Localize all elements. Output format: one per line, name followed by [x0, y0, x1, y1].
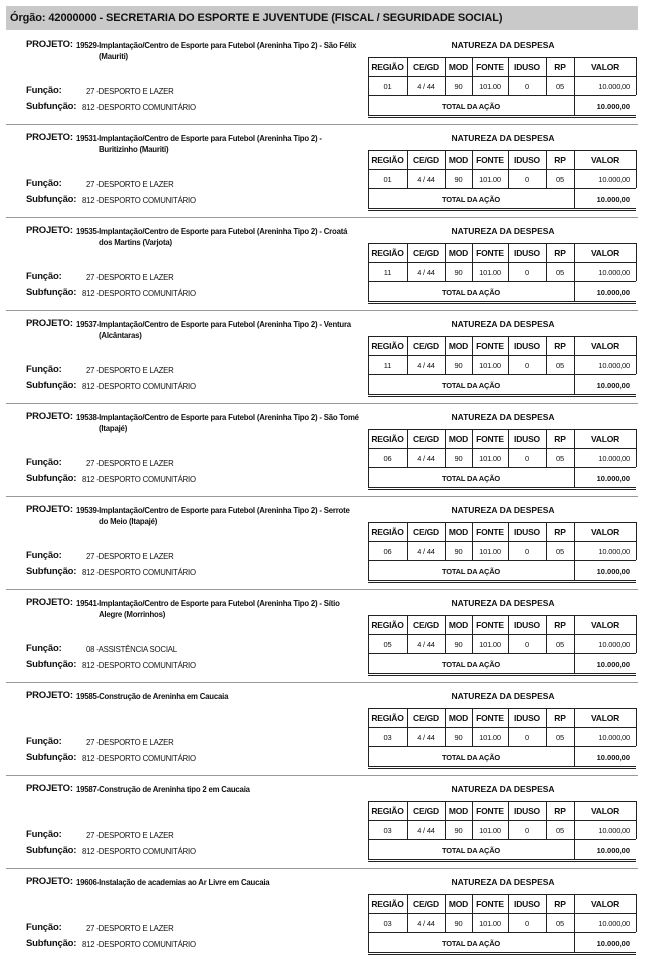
- column-header: VALOR: [590, 899, 620, 909]
- funcao-label: Função:: [26, 643, 62, 654]
- table-cell: 101.00: [479, 361, 501, 370]
- orgao-header: Órgão: 42000000 - SECRETARIA DO ESPORTE E JUVENTUDE (FISCAL / SEGURIDADE SOCIAL): [6, 6, 638, 30]
- table-cell: 0: [525, 547, 529, 556]
- column-header: VALOR: [590, 248, 620, 258]
- column-header: FONTE: [476, 341, 504, 351]
- table-cell: 4 / 44: [417, 361, 435, 370]
- project-block: [0, 409, 647, 501]
- subfuncao-value: 812 -DESPORTO COMUNITÁRIO: [82, 661, 196, 670]
- column-header: FONTE: [476, 527, 504, 537]
- column-header: REGIÃO: [371, 248, 404, 258]
- column-header: CE/GD: [413, 62, 439, 72]
- table-cell: 4 / 44: [417, 454, 435, 463]
- table-cell: 05: [556, 640, 564, 649]
- table-cell: 05: [556, 454, 564, 463]
- projeto-label: PROJETO:: [26, 504, 73, 515]
- project-description: [76, 505, 366, 527]
- project-desc-line1: -Instalação de academias ao Ar Livre em Caucaia: [96, 878, 270, 887]
- column-header: MOD: [448, 713, 469, 723]
- table-cell: 05: [556, 547, 564, 556]
- table-cell: 10.000,00: [598, 454, 630, 463]
- total-acao-label: TOTAL DA AÇÃO: [441, 195, 501, 204]
- project-block: [0, 223, 647, 315]
- subfuncao-label: Subfunção:: [26, 845, 77, 856]
- project-block: [0, 874, 647, 966]
- funcao-value: 08 -ASSISTÊNCIA SOCIAL: [86, 645, 177, 654]
- projeto-label: PROJETO:: [26, 39, 73, 50]
- separator: [6, 403, 638, 404]
- table-cell: 90: [454, 268, 463, 277]
- column-header: RP: [554, 341, 566, 351]
- total-acao-label: TOTAL DA AÇÃO: [441, 660, 501, 669]
- column-header: VALOR: [590, 434, 620, 444]
- project-desc-line1: -Implantação/Centro de Esporte para Futebol (Areninha Tipo 2) - Sítio: [96, 599, 340, 608]
- project-code: 19529: [76, 41, 97, 50]
- table-cell: 10.000,00: [598, 733, 630, 742]
- table-cell: 05: [556, 826, 564, 835]
- subfuncao-value: 812 -DESPORTO COMUNITÁRIO: [82, 382, 196, 391]
- project-desc-line2: (Mauriti): [99, 52, 128, 61]
- project-block: [0, 781, 647, 873]
- table-cell: 05: [556, 82, 564, 91]
- table-cell: 4 / 44: [417, 919, 435, 928]
- separator: [6, 124, 638, 125]
- project-desc-line2: dos Martins (Varjota): [99, 238, 172, 247]
- total-acao-value: 10.000,00: [596, 288, 630, 297]
- column-header: VALOR: [590, 155, 620, 165]
- natureza-title: NATUREZA DA DESPESA: [451, 40, 555, 50]
- column-header: REGIÃO: [371, 434, 404, 444]
- column-header: FONTE: [476, 434, 504, 444]
- column-header: CE/GD: [413, 248, 439, 258]
- funcao-value: 27 -DESPORTO E LAZER: [86, 738, 174, 747]
- column-header: CE/GD: [413, 155, 439, 165]
- table-cell: 03: [383, 919, 392, 928]
- column-header: IDUSO: [514, 248, 540, 258]
- table-cell: 0: [525, 640, 529, 649]
- project-block: [0, 37, 647, 129]
- project-code: 19538: [76, 413, 97, 422]
- funcao-label: Função:: [26, 85, 62, 96]
- total-acao-label: TOTAL DA AÇÃO: [441, 846, 501, 855]
- natureza-title: NATUREZA DA DESPESA: [451, 319, 555, 329]
- column-header: VALOR: [590, 620, 620, 630]
- column-header: FONTE: [476, 248, 504, 258]
- total-acao-value: 10.000,00: [596, 195, 630, 204]
- projeto-label: PROJETO:: [26, 876, 73, 887]
- separator: [6, 682, 638, 683]
- funcao-value: 27 -DESPORTO E LAZER: [86, 831, 174, 840]
- subfuncao-label: Subfunção:: [26, 194, 77, 205]
- subfuncao-label: Subfunção:: [26, 473, 77, 484]
- column-header: REGIÃO: [371, 62, 404, 72]
- table-cell: 05: [556, 919, 564, 928]
- column-header: REGIÃO: [371, 620, 404, 630]
- project-code: 19537: [76, 320, 97, 329]
- project-block: [0, 502, 647, 594]
- table-cell: 10.000,00: [598, 361, 630, 370]
- separator: [6, 310, 638, 311]
- total-acao-value: 10.000,00: [596, 753, 630, 762]
- table-cell: 03: [383, 733, 392, 742]
- subfuncao-value: 812 -DESPORTO COMUNITÁRIO: [82, 847, 196, 856]
- subfuncao-label: Subfunção:: [26, 566, 77, 577]
- funcao-label: Função:: [26, 178, 62, 189]
- column-header: IDUSO: [514, 899, 540, 909]
- table-cell: 4 / 44: [417, 175, 435, 184]
- natureza-title: NATUREZA DA DESPESA: [451, 505, 555, 515]
- column-header: FONTE: [476, 155, 504, 165]
- project-desc-line1: -Implantação/Centro de Esporte para Futebol (Areninha Tipo 2) - Serrote: [96, 506, 350, 515]
- column-header: IDUSO: [514, 341, 540, 351]
- subfuncao-label: Subfunção:: [26, 380, 77, 391]
- projeto-label: PROJETO:: [26, 597, 73, 608]
- column-header: FONTE: [476, 713, 504, 723]
- project-desc-line1: -Implantação/Centro de Esporte para Futebol (Areninha Tipo 2) -: [96, 134, 322, 143]
- column-header: REGIÃO: [371, 713, 404, 723]
- column-header: IDUSO: [514, 620, 540, 630]
- column-header: CE/GD: [413, 620, 439, 630]
- projeto-label: PROJETO:: [26, 411, 73, 422]
- projeto-label: PROJETO:: [26, 225, 73, 236]
- column-header: FONTE: [476, 620, 504, 630]
- project-desc-line1: -Construção de Areninha tipo 2 em Caucaia: [96, 785, 250, 794]
- column-header: MOD: [448, 806, 469, 816]
- table-cell: 90: [454, 733, 463, 742]
- table-cell: 101.00: [479, 454, 501, 463]
- table-cell: 90: [454, 547, 463, 556]
- column-header: VALOR: [590, 62, 620, 72]
- subfuncao-label: Subfunção:: [26, 287, 77, 298]
- projeto-label: PROJETO:: [26, 783, 73, 794]
- project-desc-line2: [76, 889, 99, 898]
- column-header: REGIÃO: [371, 806, 404, 816]
- natureza-title: NATUREZA DA DESPESA: [451, 598, 555, 608]
- funcao-label: Função:: [26, 736, 62, 747]
- table-cell: 05: [556, 733, 564, 742]
- table-cell: 05: [383, 640, 392, 649]
- table-cell: 10.000,00: [598, 640, 630, 649]
- funcao-value: 27 -DESPORTO E LAZER: [86, 459, 174, 468]
- table-cell: 0: [525, 454, 529, 463]
- project-code: 19585: [76, 692, 97, 701]
- total-acao-label: TOTAL DA AÇÃO: [441, 474, 501, 483]
- total-acao-label: TOTAL DA AÇÃO: [441, 288, 501, 297]
- natureza-title: NATUREZA DA DESPESA: [451, 412, 555, 422]
- column-header: IDUSO: [514, 806, 540, 816]
- separator: [6, 775, 638, 776]
- project-desc-line2: [76, 703, 99, 712]
- column-header: CE/GD: [413, 806, 439, 816]
- natureza-title: NATUREZA DA DESPESA: [451, 226, 555, 236]
- funcao-label: Função:: [26, 364, 62, 375]
- funcao-value: 27 -DESPORTO E LAZER: [86, 552, 174, 561]
- project-description: [76, 226, 366, 248]
- table-cell: 06: [383, 454, 392, 463]
- table-cell: 0: [525, 175, 529, 184]
- table-cell: 05: [556, 175, 564, 184]
- project-code: 19587: [76, 785, 97, 794]
- column-header: IDUSO: [514, 62, 540, 72]
- table-cell: 101.00: [479, 640, 501, 649]
- project-description: [76, 412, 366, 434]
- project-block: [0, 688, 647, 780]
- project-desc-line2: Alegre (Morrinhos): [99, 610, 166, 619]
- column-header: MOD: [448, 155, 469, 165]
- funcao-label: Função:: [26, 271, 62, 282]
- column-header: RP: [554, 713, 566, 723]
- subfuncao-label: Subfunção:: [26, 752, 77, 763]
- table-cell: 0: [525, 268, 529, 277]
- column-header: CE/GD: [413, 434, 439, 444]
- subfuncao-value: 812 -DESPORTO COMUNITÁRIO: [82, 103, 196, 112]
- project-description: [76, 691, 366, 713]
- column-header: VALOR: [590, 341, 620, 351]
- column-header: MOD: [448, 341, 469, 351]
- table-cell: 4 / 44: [417, 640, 435, 649]
- subfuncao-label: Subfunção:: [26, 101, 77, 112]
- table-cell: 101.00: [479, 547, 501, 556]
- funcao-label: Função:: [26, 922, 62, 933]
- table-cell: 10.000,00: [598, 268, 630, 277]
- column-header: FONTE: [476, 806, 504, 816]
- project-description: [76, 598, 366, 620]
- table-cell: 01: [383, 175, 392, 184]
- column-header: RP: [554, 155, 566, 165]
- table-cell: 101.00: [479, 826, 501, 835]
- table-cell: 4 / 44: [417, 733, 435, 742]
- subfuncao-value: 812 -DESPORTO COMUNITÁRIO: [82, 196, 196, 205]
- column-header: RP: [554, 62, 566, 72]
- column-header: VALOR: [590, 713, 620, 723]
- table-cell: 10.000,00: [598, 82, 630, 91]
- table-cell: 101.00: [479, 175, 501, 184]
- column-header: VALOR: [590, 806, 620, 816]
- funcao-label: Função:: [26, 457, 62, 468]
- project-block: [0, 130, 647, 222]
- project-block: [0, 316, 647, 408]
- table-cell: 0: [525, 82, 529, 91]
- column-header: REGIÃO: [371, 899, 404, 909]
- funcao-value: 27 -DESPORTO E LAZER: [86, 924, 174, 933]
- table-cell: 90: [454, 361, 463, 370]
- projeto-label: PROJETO:: [26, 132, 73, 143]
- table-cell: 4 / 44: [417, 826, 435, 835]
- table-cell: 101.00: [479, 733, 501, 742]
- total-acao-value: 10.000,00: [596, 939, 630, 948]
- table-cell: 90: [454, 919, 463, 928]
- funcao-value: 27 -DESPORTO E LAZER: [86, 273, 174, 282]
- project-desc-line1: -Implantação/Centro de Esporte para Futebol (Areninha Tipo 2) - São Tomé: [96, 413, 359, 422]
- project-desc-line1: -Implantação/Centro de Esporte para Futebol (Areninha Tipo 2) - São Félix: [96, 41, 357, 50]
- project-description: [76, 877, 366, 899]
- table-cell: 0: [525, 826, 529, 835]
- table-cell: 10.000,00: [598, 175, 630, 184]
- table-cell: 06: [383, 547, 392, 556]
- projeto-label: PROJETO:: [26, 318, 73, 329]
- total-acao-label: TOTAL DA AÇÃO: [441, 381, 501, 390]
- table-cell: 4 / 44: [417, 268, 435, 277]
- subfuncao-value: 812 -DESPORTO COMUNITÁRIO: [82, 568, 196, 577]
- column-header: MOD: [448, 620, 469, 630]
- funcao-label: Função:: [26, 550, 62, 561]
- column-header: RP: [554, 248, 566, 258]
- funcao-value: 27 -DESPORTO E LAZER: [86, 366, 174, 375]
- project-description: [76, 133, 366, 155]
- table-cell: 0: [525, 919, 529, 928]
- column-header: FONTE: [476, 899, 504, 909]
- total-acao-value: 10.000,00: [596, 102, 630, 111]
- natureza-title: NATUREZA DA DESPESA: [451, 133, 555, 143]
- total-acao-value: 10.000,00: [596, 846, 630, 855]
- column-header: IDUSO: [514, 434, 540, 444]
- table-cell: 10.000,00: [598, 826, 630, 835]
- project-desc-line1: -Implantação/Centro de Esporte para Futebol (Areninha Tipo 2) - Ventura: [96, 320, 351, 329]
- natureza-title: NATUREZA DA DESPESA: [451, 877, 555, 887]
- separator: [6, 868, 638, 869]
- project-desc-line2: (Alcântaras): [99, 331, 142, 340]
- subfuncao-label: Subfunção:: [26, 659, 77, 670]
- table-cell: 05: [556, 268, 564, 277]
- table-cell: 0: [525, 361, 529, 370]
- column-header: CE/GD: [413, 713, 439, 723]
- project-block: [0, 595, 647, 687]
- column-header: RP: [554, 899, 566, 909]
- table-cell: 101.00: [479, 82, 501, 91]
- table-cell: 90: [454, 640, 463, 649]
- table-cell: 101.00: [479, 919, 501, 928]
- column-header: VALOR: [590, 527, 620, 537]
- subfuncao-value: 812 -DESPORTO COMUNITÁRIO: [82, 754, 196, 763]
- total-acao-value: 10.000,00: [596, 474, 630, 483]
- column-header: RP: [554, 527, 566, 537]
- column-header: IDUSO: [514, 155, 540, 165]
- table-cell: 11: [383, 268, 392, 277]
- project-desc-line2: do Meio (Itapajé): [99, 517, 158, 526]
- subfuncao-value: 812 -DESPORTO COMUNITÁRIO: [82, 475, 196, 484]
- table-cell: 01: [383, 82, 392, 91]
- table-cell: 10.000,00: [598, 919, 630, 928]
- table-cell: 90: [454, 175, 463, 184]
- subfuncao-value: 812 -DESPORTO COMUNITÁRIO: [82, 940, 196, 949]
- column-header: REGIÃO: [371, 527, 404, 537]
- project-desc-line2: Buritizinho (Mauriti): [99, 145, 169, 154]
- column-header: IDUSO: [514, 713, 540, 723]
- table-cell: 0: [525, 733, 529, 742]
- column-header: CE/GD: [413, 899, 439, 909]
- column-header: REGIÃO: [371, 155, 404, 165]
- column-header: MOD: [448, 434, 469, 444]
- column-header: FONTE: [476, 62, 504, 72]
- table-cell: 11: [383, 361, 392, 370]
- column-header: CE/GD: [413, 527, 439, 537]
- total-acao-label: TOTAL DA AÇÃO: [441, 939, 501, 948]
- separator: [6, 217, 638, 218]
- separator: [6, 496, 638, 497]
- total-acao-label: TOTAL DA AÇÃO: [441, 102, 501, 111]
- project-code: 19541: [76, 599, 97, 608]
- table-cell: 05: [556, 361, 564, 370]
- project-code: 19531: [76, 134, 97, 143]
- separator: [6, 589, 638, 590]
- project-description: [76, 40, 366, 62]
- natureza-title: NATUREZA DA DESPESA: [451, 691, 555, 701]
- project-desc-line2: (Itapajé): [99, 424, 128, 433]
- funcao-value: 27 -DESPORTO E LAZER: [86, 180, 174, 189]
- column-header: CE/GD: [413, 341, 439, 351]
- total-acao-value: 10.000,00: [596, 660, 630, 669]
- project-code: 19606: [76, 878, 97, 887]
- column-header: MOD: [448, 248, 469, 258]
- project-description: [76, 319, 366, 341]
- table-cell: 4 / 44: [417, 547, 435, 556]
- project-description: [76, 784, 366, 806]
- column-header: RP: [554, 620, 566, 630]
- column-header: RP: [554, 806, 566, 816]
- project-desc-line2: [76, 796, 99, 805]
- table-cell: 03: [383, 826, 392, 835]
- project-code: 19539: [76, 506, 97, 515]
- column-header: MOD: [448, 62, 469, 72]
- subfuncao-value: 812 -DESPORTO COMUNITÁRIO: [82, 289, 196, 298]
- table-cell: 90: [454, 454, 463, 463]
- column-header: REGIÃO: [371, 341, 404, 351]
- column-header: MOD: [448, 527, 469, 537]
- project-desc-line1: -Implantação/Centro de Esporte para Futebol (Areninha Tipo 2) - Croatá: [96, 227, 348, 236]
- table-cell: 90: [454, 82, 463, 91]
- column-header: IDUSO: [514, 527, 540, 537]
- project-code: 19535: [76, 227, 97, 236]
- table-cell: 4 / 44: [417, 82, 435, 91]
- funcao-label: Função:: [26, 829, 62, 840]
- total-acao-value: 10.000,00: [596, 567, 630, 576]
- column-header: RP: [554, 434, 566, 444]
- column-header: MOD: [448, 899, 469, 909]
- funcao-value: 27 -DESPORTO E LAZER: [86, 87, 174, 96]
- table-cell: 90: [454, 826, 463, 835]
- projeto-label: PROJETO:: [26, 690, 73, 701]
- table-cell: 10.000,00: [598, 547, 630, 556]
- table-cell: 101.00: [479, 268, 501, 277]
- total-acao-label: TOTAL DA AÇÃO: [441, 567, 501, 576]
- total-acao-label: TOTAL DA AÇÃO: [441, 753, 501, 762]
- subfuncao-label: Subfunção:: [26, 938, 77, 949]
- natureza-title: NATUREZA DA DESPESA: [451, 784, 555, 794]
- total-acao-value: 10.000,00: [596, 381, 630, 390]
- project-desc-line1: -Construção de Areninha em Caucaia: [96, 692, 229, 701]
